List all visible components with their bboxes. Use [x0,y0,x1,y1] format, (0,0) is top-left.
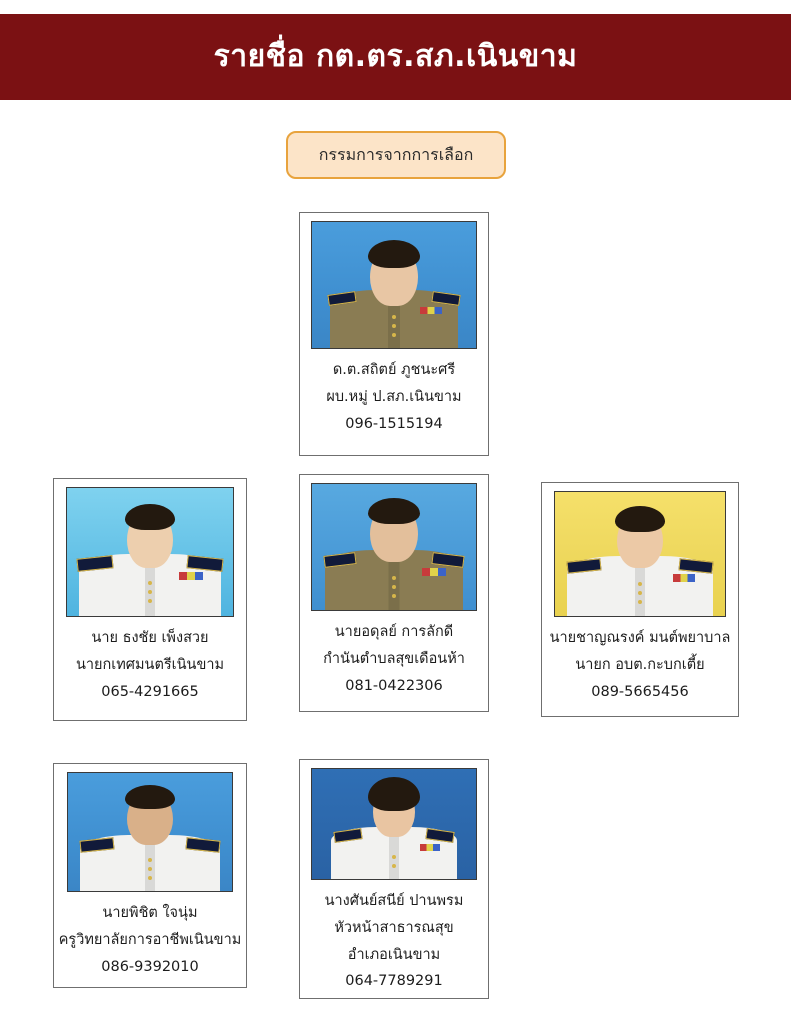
person-position-4: นายก อบต.กะบกเตี้ย [575,656,705,673]
person-card-4 [541,482,739,717]
person-name-6: นางศันย์สนีย์ ปานพรม [324,893,464,909]
person-name-3: นายอดุลย์ การลักดี [334,624,454,640]
person-card-2 [53,478,247,721]
page-title: รายชื่อ กต.ตร.สภ.เนินขาม [213,39,578,74]
person-info-1 [300,357,488,437]
person-position-6: หัวหน้าสาธารณสุข [334,919,454,936]
person-position2-6: อำเภอเนินขาม [347,946,441,963]
person-phone-4: 089-5665456 [591,683,689,700]
section-badge-label: กรรมการจากการเลือก [318,144,474,164]
person-photo-3 [311,483,477,611]
person-photo-4 [554,491,726,617]
person-card-5 [53,763,247,988]
page-header [0,14,791,100]
person-card-3 [299,474,489,712]
person-name-2: นาย ธงชัย เพ็งสวย [91,630,209,646]
person-card-6 [299,759,489,999]
section-badge-elected-committee [286,131,506,179]
person-photo-1 [311,221,477,349]
person-photo-2 [66,487,234,617]
person-position-5: ครูวิทยาลัยการอาชีพเนินขาม [58,931,242,948]
person-info-6 [300,888,488,995]
person-phone-6: 064-7789291 [345,973,443,990]
person-phone-1: 096-1515194 [345,415,443,432]
person-info-4 [542,625,738,705]
person-info-2 [54,625,246,705]
person-phone-3: 081-0422306 [345,677,443,694]
person-name-1: ด.ต.สถิตย์ ภูชนะศรี [332,362,456,378]
person-position-2: นายกเทศมนตรีเนินขาม [75,656,225,673]
person-position-3: กำนันตำบลสุขเดือนห้า [323,650,465,667]
person-photo-5 [67,772,233,892]
person-phone-2: 065-4291665 [101,683,199,700]
person-phone-5: 086-9392010 [101,958,199,975]
person-photo-6 [311,768,477,880]
person-info-5 [54,900,246,980]
person-card-1 [299,212,489,456]
person-info-3 [300,619,488,699]
person-name-4: นายชาญณรงค์ มนต์พยาบาล [549,630,731,646]
person-name-5: นายพิชิต ใจนุ่ม [102,905,198,921]
person-position-1: ผบ.หมู่ ป.สภ.เนินขาม [326,388,462,405]
